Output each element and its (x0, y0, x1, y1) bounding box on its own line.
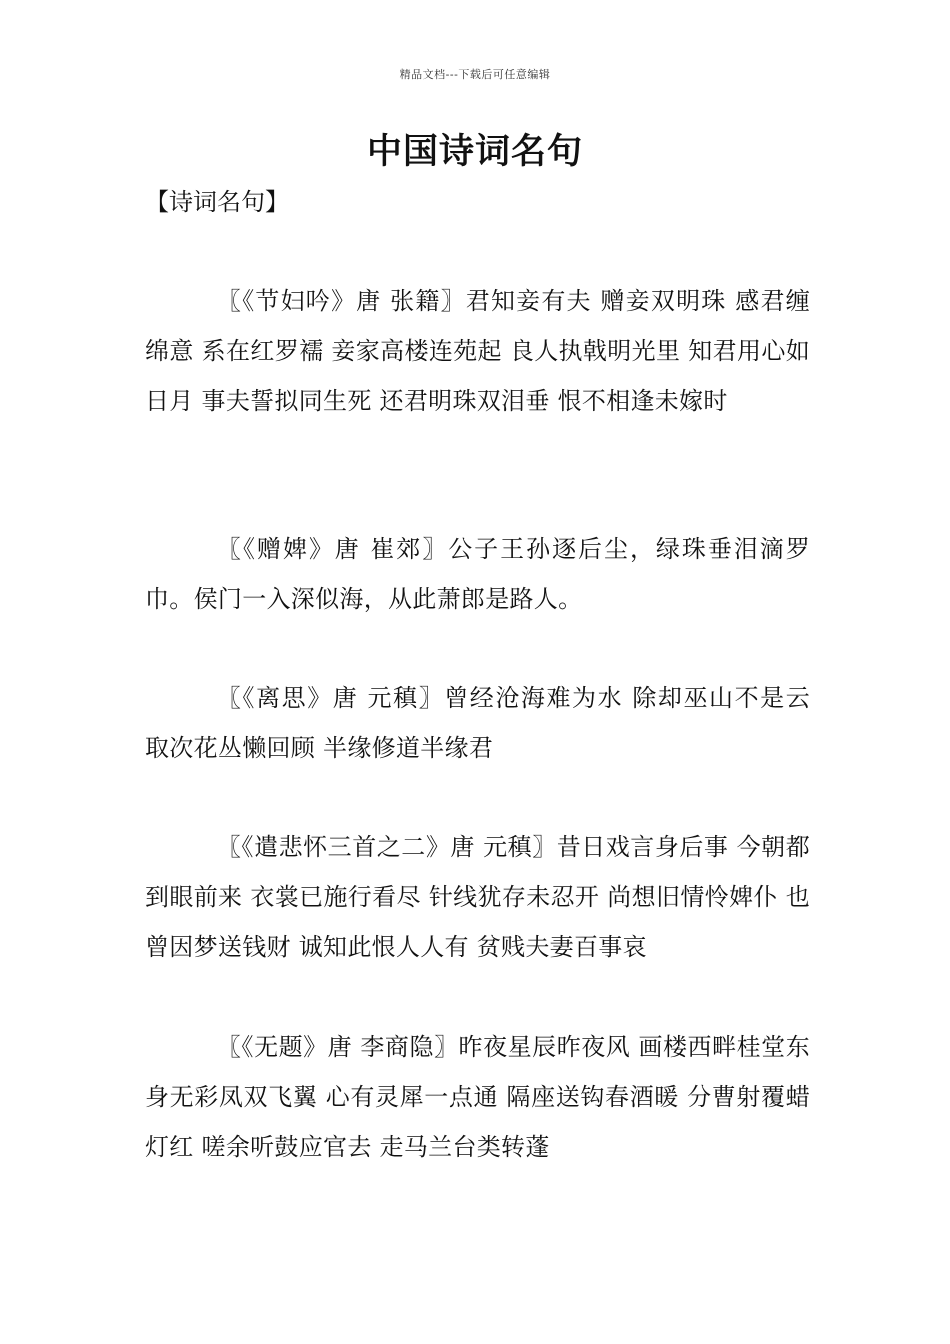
poem-paragraph: 〖《离思》唐 元稹〗曾经沧海难为水 除却巫山不是云 取次花丛懒回顾 半缘修道半缘君 (145, 684, 810, 762)
page-title: 中国诗词名句 (366, 132, 583, 172)
poem-paragraph: 〖《赠婢》唐 崔郊〗公子王孙逐后尘，绿珠垂泪滴罗巾。侯门一入深似海，从此萧郎是路人。 (145, 535, 810, 613)
poem-paragraph: 〖《遣悲怀三首之二》唐 元稹〗昔日戏言身后事 今朝都到眼前来 衣裳已施行看尽 针线犹存未忍开 尚想旧情怜婢仆 也曾因梦送钱财 诚知此恨人人有 贫贱夫妻百事哀 (145, 833, 810, 961)
header-note: 精品文档---下载后可任意编辑 (399, 68, 551, 81)
poem-paragraph: 〖《无题》唐 李商隐〗昨夜星辰昨夜风 画楼西畔桂堂东 身无彩凤双飞翼 心有灵犀一点通 隔座送钩春酒暖 分曹射覆蜡灯红 嗟余听鼓应官去 走马兰台类转蓬 (145, 1033, 810, 1161)
poem-paragraph: 〖《节妇吟》唐 张籍〗君知妾有夫 赠妾双明珠 感君缠绵意 系在红罗襦 妾家高楼连苑起 良人执戟明光里 知君用心如日月 事夫誓拟同生死 还君明珠双泪垂 恨不相逢未嫁时 (145, 287, 810, 415)
section-label: 【诗词名句】 (145, 188, 289, 216)
